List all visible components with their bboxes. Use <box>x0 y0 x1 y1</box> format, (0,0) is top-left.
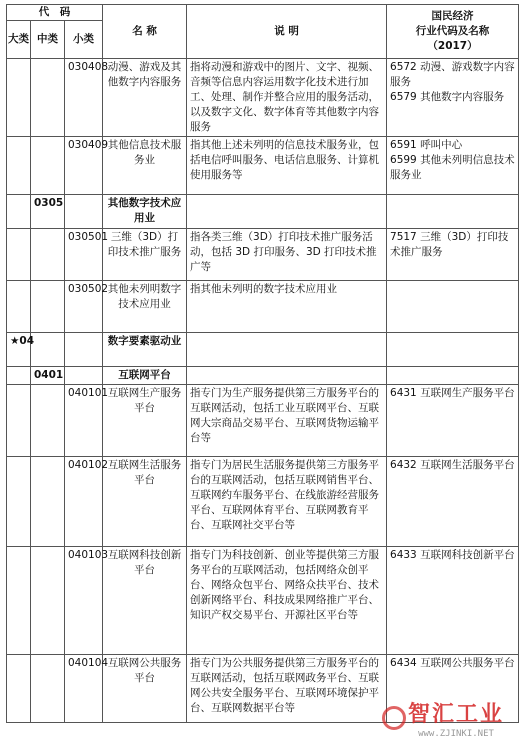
name-cell: 互联网生活服务平台 <box>103 457 187 547</box>
medium-class-cell <box>31 547 65 655</box>
name-cell: 其他信息技术服务业 <box>103 137 187 195</box>
minor-class-cell <box>65 333 103 367</box>
minor-class-cell: 030501 <box>65 229 103 281</box>
description-cell: 指专门为公共服务提供第三方服务平台的互联网活动，包括互联网政务平台、互联网公共安全服务平台、互联网环境保护平台、互联网数据平台等 <box>187 655 387 723</box>
table-row <box>7 137 519 195</box>
table-row <box>7 547 519 655</box>
minor-class-cell <box>65 195 103 229</box>
watermark-title: 智汇工业 <box>407 702 504 727</box>
medium-class-cell <box>31 457 65 547</box>
description-cell: 指其他上述未列明的信息技术服务业，包括电信呼叫服务、电话信息服务、计算机使用服务等 <box>187 137 387 195</box>
major-class-cell <box>7 385 31 457</box>
name-cell: 数字要素驱动业 <box>103 333 187 367</box>
description-cell <box>187 367 387 385</box>
table-row <box>7 333 519 367</box>
minor-class-cell: 040101 <box>65 385 103 457</box>
minor-class-cell: 030502 <box>65 281 103 333</box>
name-cell: 三维（3D）打印技术推广服务 <box>103 229 187 281</box>
major-class-cell <box>7 547 31 655</box>
major-class-cell <box>7 195 31 229</box>
medium-class-cell <box>31 655 65 723</box>
desc-header: 说 明 <box>187 5 387 59</box>
national-code-cell <box>387 195 519 229</box>
national-code-header: 国民经济 行业代码及名称 （2017） <box>387 5 519 59</box>
description-cell <box>187 333 387 367</box>
description-cell: 指专门为科技创新、创业等提供第三方服务平台的互联网活动，包括网络众创平台、网络众包平台、网络众扶平台、技术创新网络平台、科技成果网络推广平台、知识产权交易平台、开源社区平台等 <box>187 547 387 655</box>
national-code-cell <box>387 59 519 137</box>
table-row <box>7 281 519 333</box>
national-code-value: 6433 互联网科技创新平台 <box>390 549 515 561</box>
table-body <box>7 59 519 723</box>
description-cell: 指专门为居民生活服务提供第三方服务平台的互联网活动，包括互联网销售平台、互联网约车服务平台、在线旅游经营服务平台、互联网体育平台、互联网教育平台、互联网社交平台等 <box>187 457 387 547</box>
medium-class-cell <box>31 229 65 281</box>
national-code-value: 6434 互联网公共服务平台 <box>390 657 515 669</box>
name-cell: 其他数字技术应用业 <box>103 195 187 229</box>
national-code-cell <box>387 547 519 655</box>
major-class-cell <box>7 229 31 281</box>
name-cell: 互联网生产服务平台 <box>103 385 187 457</box>
minor-class-cell: 040104 <box>65 655 103 723</box>
table-row <box>7 195 519 229</box>
table-row <box>7 229 519 281</box>
national-code-value: 6572 动漫、游戏数字内容服务 <box>390 61 515 88</box>
national-code-value: 6599 其他未列明信息技术服务业 <box>390 154 515 181</box>
table-row <box>7 367 519 385</box>
national-code-cell <box>387 333 519 367</box>
medium-class-cell <box>31 137 65 195</box>
national-code-value: 6579 其他数字内容服务 <box>390 91 505 103</box>
watermark-url: www.ZJINKI.NET <box>418 729 494 739</box>
table-row <box>7 385 519 457</box>
table-row <box>7 59 519 137</box>
name-cell: 动漫、游戏及其他数字内容服务 <box>103 59 187 137</box>
major-class-cell: ★04 <box>7 333 31 367</box>
description-cell: 指专门为生产服务提供第三方服务平台的互联网活动，包括工业互联网平台、互联网大宗商品交易平台、互联网货物运输平台等 <box>187 385 387 457</box>
minor-class-cell: 030408 <box>65 59 103 137</box>
medium-class-cell: 0401 <box>31 367 65 385</box>
national-code-cell <box>387 229 519 281</box>
name-cell: 互联网公共服务平台 <box>103 655 187 723</box>
medium-class-cell <box>31 385 65 457</box>
national-code-cell <box>387 137 519 195</box>
classification-table <box>6 4 519 723</box>
major-class-cell <box>7 457 31 547</box>
name-cell: 互联网科技创新平台 <box>103 547 187 655</box>
national-code-value: 6432 互联网生活服务平台 <box>390 459 515 471</box>
major-class-cell <box>7 367 31 385</box>
description-cell: 指将动漫和游戏中的图片、文字、视频、音频等信息内容运用数字化技术进行加工、处理、制作并整合应用的服务活动，以及数字文化、数字体育等其他数字内容服务 <box>187 59 387 137</box>
minor-class-cell: 040103 <box>65 547 103 655</box>
medium-class-cell <box>31 281 65 333</box>
medium-class-cell <box>31 59 65 137</box>
major-class-cell <box>7 655 31 723</box>
code-group-header: 代 码 <box>7 5 103 21</box>
national-code-cell <box>387 367 519 385</box>
minor-class-cell <box>65 367 103 385</box>
national-code-cell <box>387 281 519 333</box>
name-cell: 其他未列明数字技术应用业 <box>103 281 187 333</box>
minor-class-cell: 030409 <box>65 137 103 195</box>
medium-class-cell: 0305 <box>31 195 65 229</box>
national-code-cell <box>387 457 519 547</box>
national-code-value: 6591 呼叫中心 <box>390 139 463 151</box>
description-cell: 指各类三维（3D）打印技术推广服务活动，包括 3D 打印服务、3D 打印技术推广等 <box>187 229 387 281</box>
table-row <box>7 457 519 547</box>
major-class-cell <box>7 137 31 195</box>
national-code-value: 6431 互联网生产服务平台 <box>390 387 515 399</box>
major-class-header: 大类 <box>7 21 31 59</box>
medium-class-header: 中类 <box>31 21 65 59</box>
medium-class-cell <box>31 333 65 367</box>
description-cell: 指其他未列明的数字技术应用业 <box>187 281 387 333</box>
major-class-cell <box>7 281 31 333</box>
watermark-logo <box>396 702 516 744</box>
minor-class-header: 小类 <box>65 21 103 59</box>
name-cell: 互联网平台 <box>103 367 187 385</box>
minor-class-cell: 040102 <box>65 457 103 547</box>
national-code-value: 7517 三维（3D）打印技术推广服务 <box>390 231 509 258</box>
name-header: 名 称 <box>103 5 187 59</box>
major-class-cell <box>7 59 31 137</box>
description-cell <box>187 195 387 229</box>
national-code-cell <box>387 385 519 457</box>
